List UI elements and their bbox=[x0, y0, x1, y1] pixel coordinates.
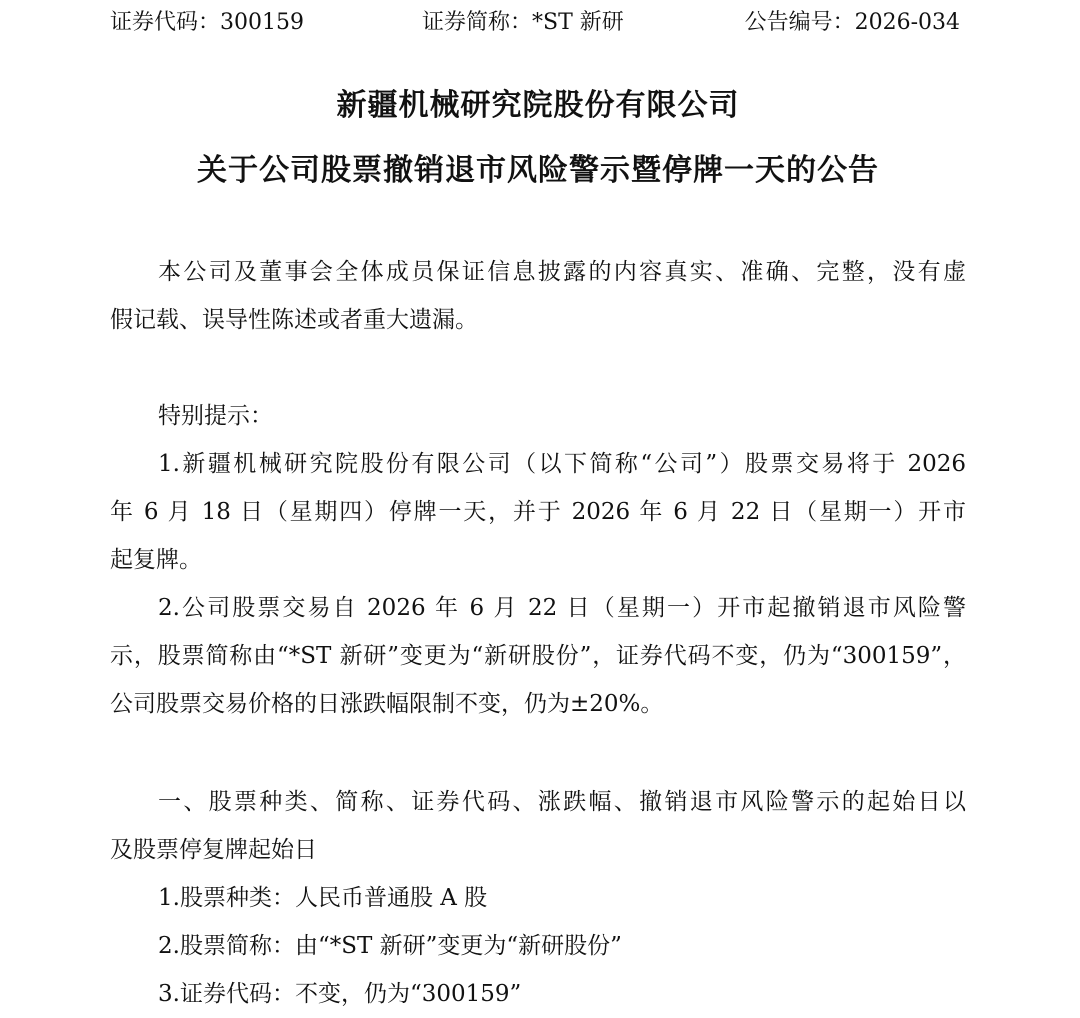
statement-line: 假记载、误导性陈述或者重大遗漏。 bbox=[110, 307, 478, 333]
special-notice bbox=[110, 392, 966, 728]
special-notice-heading: 特别提示： bbox=[158, 403, 273, 429]
notice-item-1-line: 1.新疆机械研究院股份有限公司（以下简称“公司”）股票交易将于 2026 bbox=[158, 451, 966, 477]
notice-item-2-line: 公司股票交易价格的日涨跌幅限制不变，仍为±20%。 bbox=[110, 691, 664, 717]
company-name-title: 新疆机械研究院股份有限公司 bbox=[336, 88, 740, 123]
notice-item-1-line: 起复牌。 bbox=[110, 547, 202, 573]
section-1-item: 1.股票种类：人民币普通股 A 股 bbox=[158, 885, 488, 911]
statement-line: 本公司及董事会全体成员保证信息披露的内容真实、准确、完整，没有虚 bbox=[158, 259, 966, 285]
notice-item-2-line: 示，股票简称由“*ST 新研”变更为“新研股份”，证券代码不变，仍为“300159”， bbox=[110, 643, 966, 669]
section-1-heading: 一、股票种类、简称、证券代码、涨跌幅、撤销退市风险警示的起始日以 bbox=[158, 789, 966, 815]
security-short-name: 证券简称：*ST 新研 bbox=[422, 10, 624, 35]
board-statement bbox=[110, 248, 966, 344]
security-code: 证券代码：300159 bbox=[110, 10, 304, 35]
section-1-item: 2.股票简称：由“*ST 新研”变更为“新研股份” bbox=[158, 933, 622, 959]
notice-title: 关于公司股票撤销退市风险警示暨停牌一天的公告 bbox=[197, 153, 879, 188]
section-1-item: 3.证券代码：不变，仍为“300159” bbox=[158, 981, 522, 1007]
section-1-heading: 及股票停复牌起始日 bbox=[110, 837, 317, 863]
document-header bbox=[110, 6, 966, 40]
notice-item-2-line: 2.公司股票交易自 2026 年 6 月 22 日（星期一）开市起撤销退市风险警 bbox=[158, 595, 966, 621]
notice-item-1-line: 年 6 月 18 日（星期四）停牌一天，并于 2026 年 6 月 22 日（星期一）开市 bbox=[110, 499, 966, 525]
notice-number: 公告编号：2026-034 bbox=[744, 10, 960, 35]
section-1 bbox=[110, 778, 966, 1018]
